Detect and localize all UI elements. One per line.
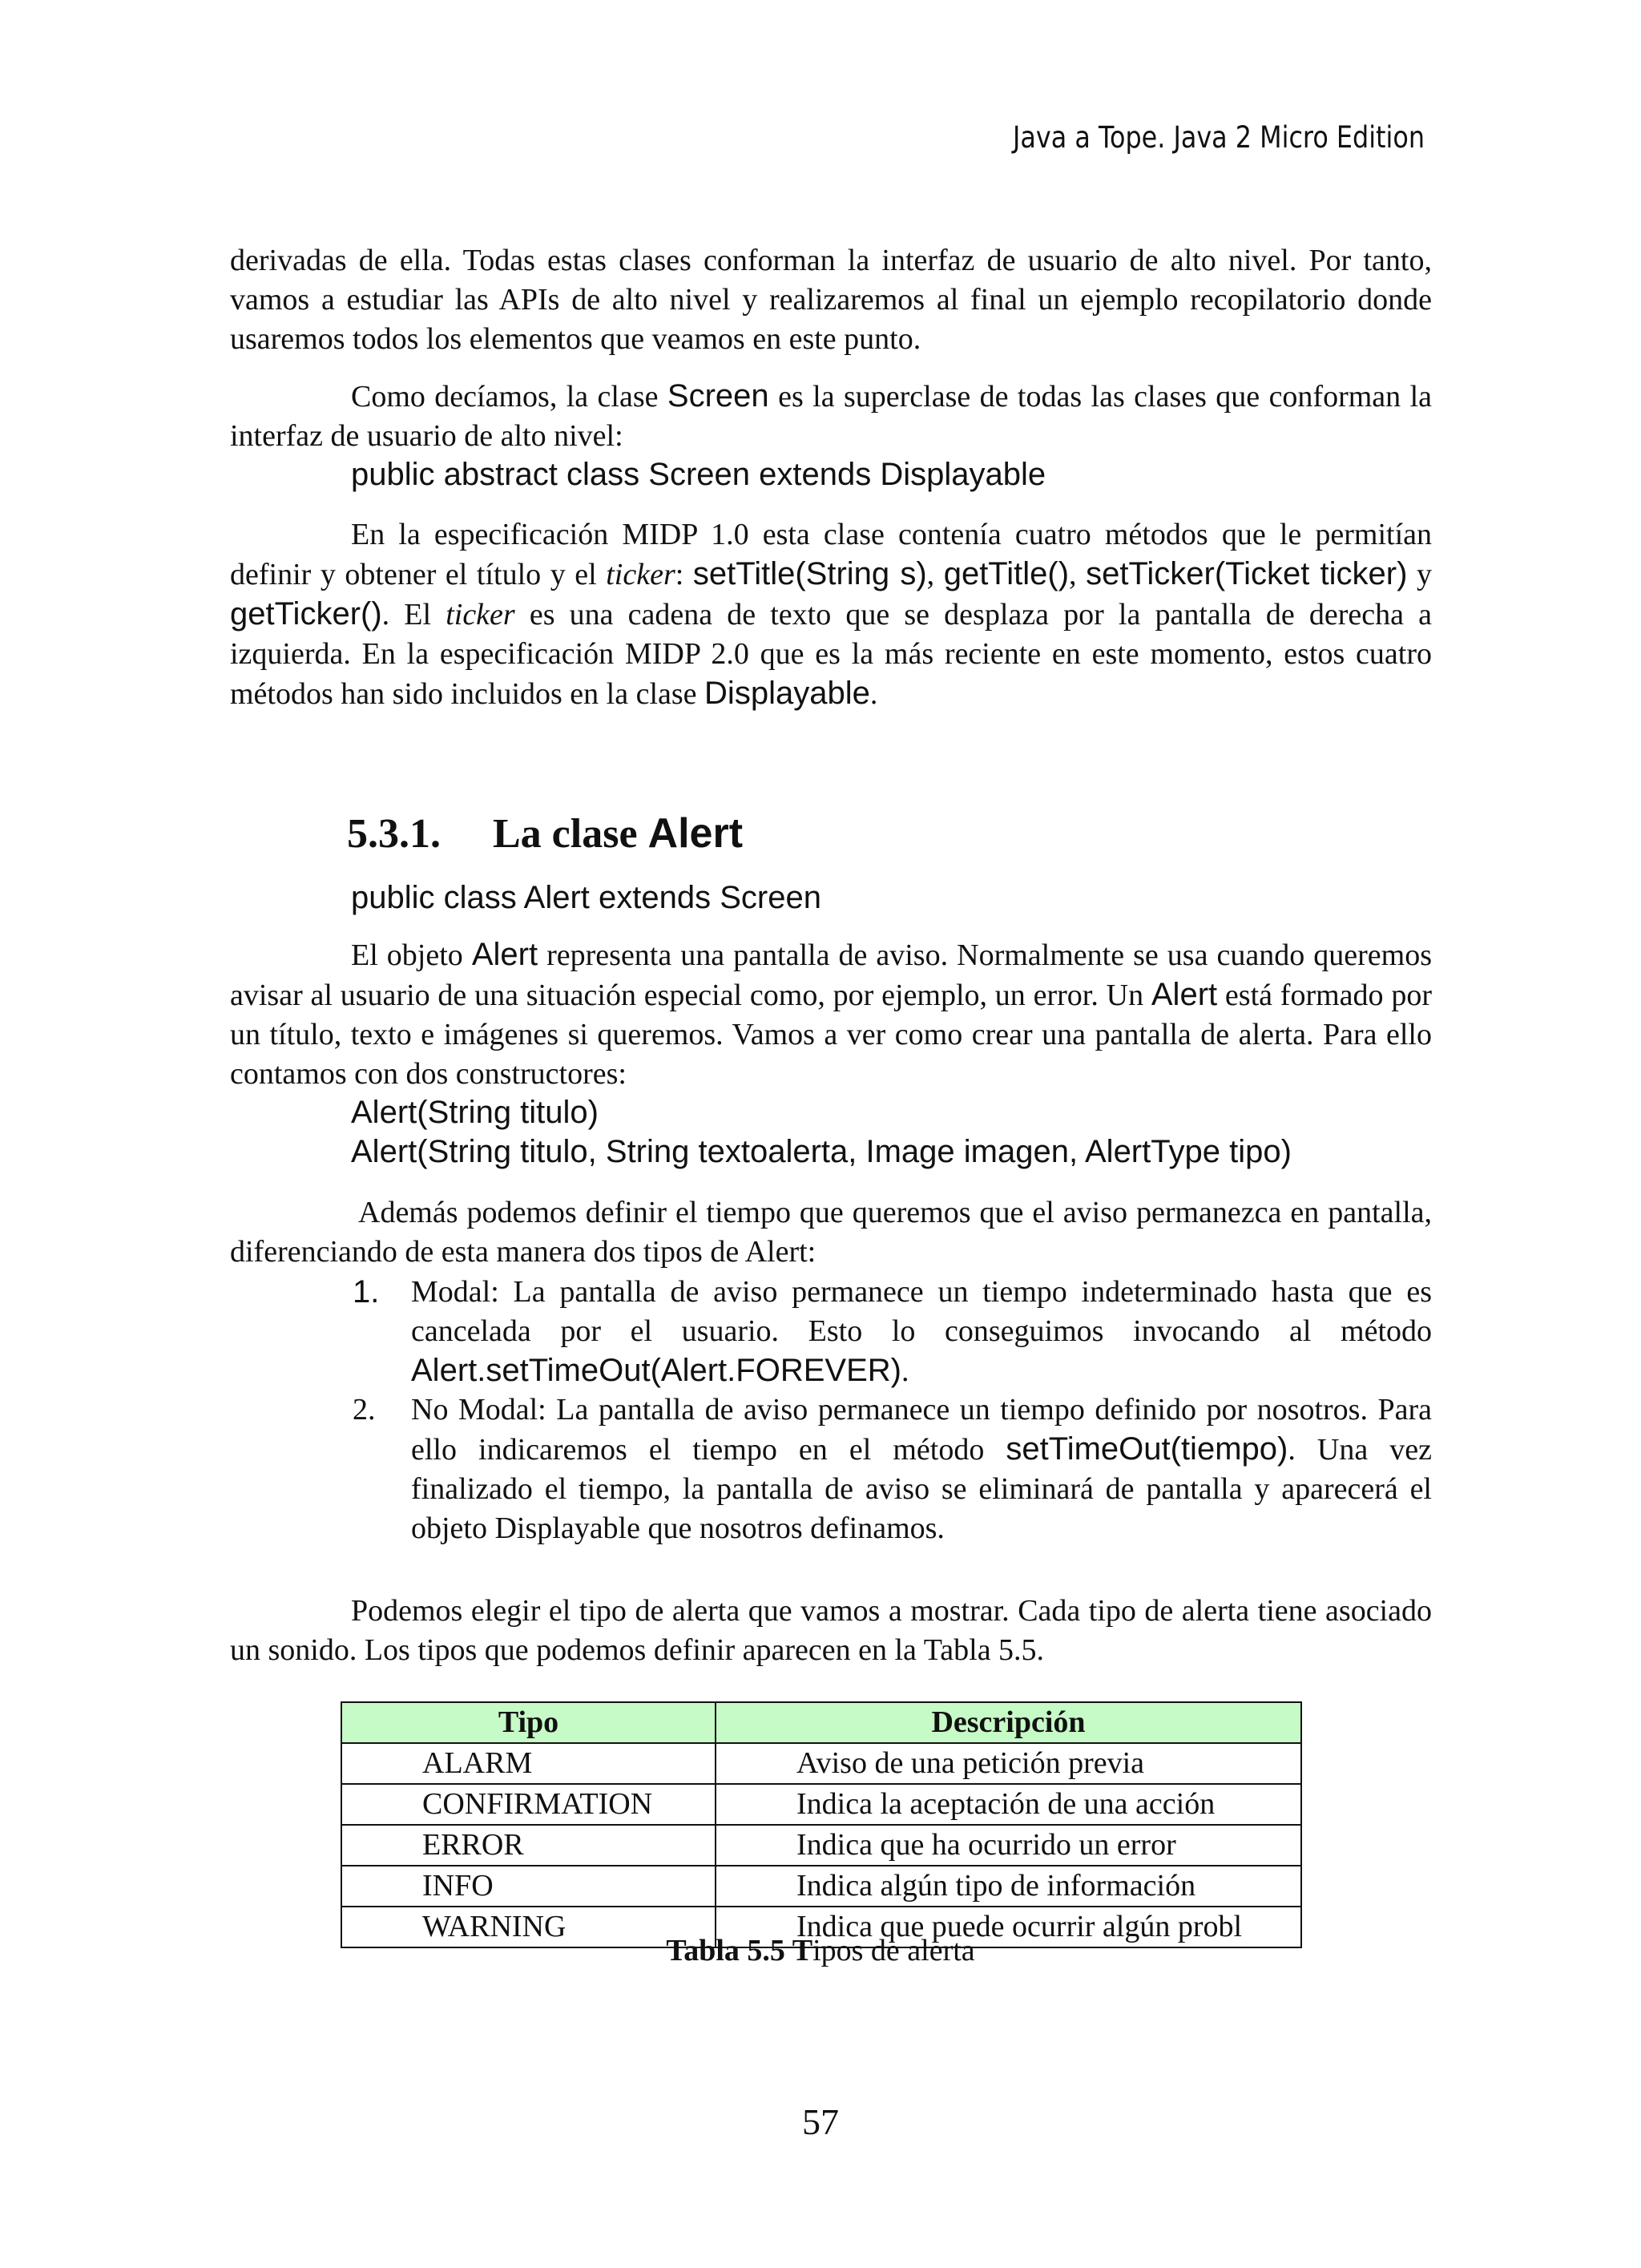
code-settitle: setTitle(String s) bbox=[692, 556, 927, 591]
table-cell-descripcion: Indica algún tipo de información bbox=[716, 1866, 1301, 1907]
table-cell-tipo: WARNING bbox=[341, 1907, 716, 1947]
table-row bbox=[341, 1825, 1301, 1866]
table-cell-tipo: ERROR bbox=[341, 1825, 716, 1866]
list-item-no-modal bbox=[353, 1390, 1432, 1548]
list-item-modal bbox=[353, 1273, 1432, 1391]
text-run: Como decíamos, la clase bbox=[351, 380, 667, 414]
constructor-2: Alert(String titulo, String textoalerta, Image imagen, AlertType tipo) bbox=[351, 1134, 1292, 1169]
running-header: Java a Tope. Java 2 Micro Edition bbox=[1013, 120, 1425, 155]
table-cell-tipo: INFO bbox=[341, 1866, 716, 1907]
table-cell-descripcion: Aviso de una petición previa bbox=[716, 1743, 1301, 1784]
code-gettitle: getTitle() bbox=[943, 556, 1070, 591]
table-cell-descripcion: Indica la aceptación de una acción bbox=[716, 1784, 1301, 1825]
column-header-tipo: Tipo bbox=[341, 1702, 716, 1743]
text-run: representa una pantalla de aviso. Normalmente se usa cuando queremos avisar al usuario de una situación especial como, por ejemplo, un error. Un bbox=[230, 938, 1432, 1012]
paragraph-intro: derivadas de ella. Todas estas clases conforman la interfaz de usuario de alto nivel. Por tanto, vamos a estudiar las APIs de alto nivel y realizaremos al final un ejemplo recopilatorio donde usaremos todos los elementos que veamos en este punto. bbox=[230, 244, 1432, 356]
text-run: . bbox=[901, 1354, 909, 1388]
text-run: . El bbox=[381, 598, 446, 632]
caption-text: ipos de alerta bbox=[812, 1934, 975, 1967]
list-item-body bbox=[411, 1273, 1432, 1391]
table-cell-descripcion: Indica que puede ocurrir algún probl bbox=[716, 1907, 1301, 1947]
table-cell-tipo: CONFIRMATION bbox=[341, 1784, 716, 1825]
code-displayable: Displayable bbox=[704, 676, 870, 711]
paragraph-midp-methods bbox=[230, 515, 1432, 714]
table-row bbox=[341, 1743, 1301, 1784]
text-run: . Una vez finalizado el tiempo, la pantalla de aviso se eliminará de pantalla y aparecerá el objeto Displayable que nosotros definamos. bbox=[411, 1433, 1432, 1545]
term-ticker: ticker bbox=[606, 558, 675, 591]
code-settimeout-forever: Alert.setTimeOut(Alert.FOREVER) bbox=[411, 1353, 901, 1388]
code-screen: Screen bbox=[667, 378, 769, 414]
text-run: , bbox=[1069, 558, 1087, 591]
list-item-body bbox=[411, 1390, 1432, 1548]
text-run: : bbox=[675, 558, 693, 591]
column-header-descripcion: Descripción bbox=[716, 1702, 1301, 1743]
section-heading bbox=[347, 809, 743, 858]
list-marker: 1. bbox=[353, 1274, 380, 1310]
code-getticker: getTicker() bbox=[230, 596, 382, 632]
paragraph-screen-class bbox=[230, 377, 1432, 456]
alert-declaration: public class Alert extends Screen bbox=[351, 880, 821, 915]
section-number: 5.3.1. bbox=[347, 811, 441, 857]
code-settimeout: setTimeOut(tiempo) bbox=[1006, 1431, 1288, 1467]
table-row bbox=[341, 1784, 1301, 1825]
text-run: está formado por un título, texto e imágenes si queremos. Vamos a ver como crear una pantalla de alerta. Para ello contamos con dos constructores: bbox=[230, 979, 1432, 1091]
paragraph-alert-types: Podemos elegir el tipo de alerta que vamos a mostrar. Cada tipo de alerta tiene asociado un sonido. Los tipos que podemos definir aparecen en la Tabla 5.5. bbox=[230, 1594, 1432, 1667]
text-run: , bbox=[926, 558, 944, 591]
text-run: El objeto bbox=[351, 938, 472, 972]
text-run: En la especificación MIDP 1.0 esta clase contenía cuatro métodos que le permitían definir y obtener el título y el bbox=[230, 518, 1432, 591]
text-run: No Modal: La pantalla de aviso permanece un tiempo definido por nosotros. Para ello indicaremos el tiempo en el método bbox=[411, 1393, 1432, 1467]
term-ticker: ticker bbox=[446, 598, 515, 632]
text-run: y bbox=[1407, 558, 1432, 591]
paragraph-alert-object bbox=[230, 935, 1432, 1094]
table-cell-descripcion: Indica que ha ocurrido un error bbox=[716, 1825, 1301, 1866]
paragraph-alert-time: Además podemos definir el tiempo que queremos que el aviso permanezca en pantalla, diferenciando de esta manera dos tipos de Alert: bbox=[230, 1196, 1432, 1269]
table-cell-tipo: ALARM bbox=[341, 1743, 716, 1784]
table-row bbox=[341, 1866, 1301, 1907]
code-alert: Alert bbox=[1151, 977, 1218, 1012]
constructor-1: Alert(String titulo) bbox=[351, 1095, 599, 1130]
code-setticker: setTicker(Ticket ticker) bbox=[1086, 556, 1408, 591]
code-alert: Alert bbox=[471, 937, 538, 972]
text-run: Modal: La pantalla de aviso permanece un tiempo indeterminado hasta que es cancelada por el usuario. Esto lo conseguimos invocando al método bbox=[411, 1275, 1432, 1348]
text-run: es la superclase de todas las clases que conforman la interfaz de usuario de alto nivel: bbox=[230, 380, 1432, 453]
text-run: . bbox=[869, 677, 878, 711]
alert-types-table bbox=[341, 1701, 1302, 1948]
list-marker: 2. bbox=[353, 1393, 376, 1427]
screen-declaration: public abstract class Screen extends Displayable bbox=[351, 457, 1046, 492]
caption-label: Tabla 5.5 T bbox=[666, 1934, 813, 1967]
table-header-row bbox=[341, 1702, 1301, 1743]
section-title-class: Alert bbox=[647, 810, 744, 857]
section-title: La clase bbox=[493, 811, 648, 857]
page-number: 57 bbox=[802, 2101, 839, 2142]
table-caption bbox=[341, 1931, 1300, 1970]
text-run: es una cadena de texto que se desplaza por la pantalla de derecha a izquierda. En la especificación MIDP 2.0 que es la más reciente en este momento, estos cuatro métodos han sido incluidos en la clase bbox=[230, 598, 1432, 711]
